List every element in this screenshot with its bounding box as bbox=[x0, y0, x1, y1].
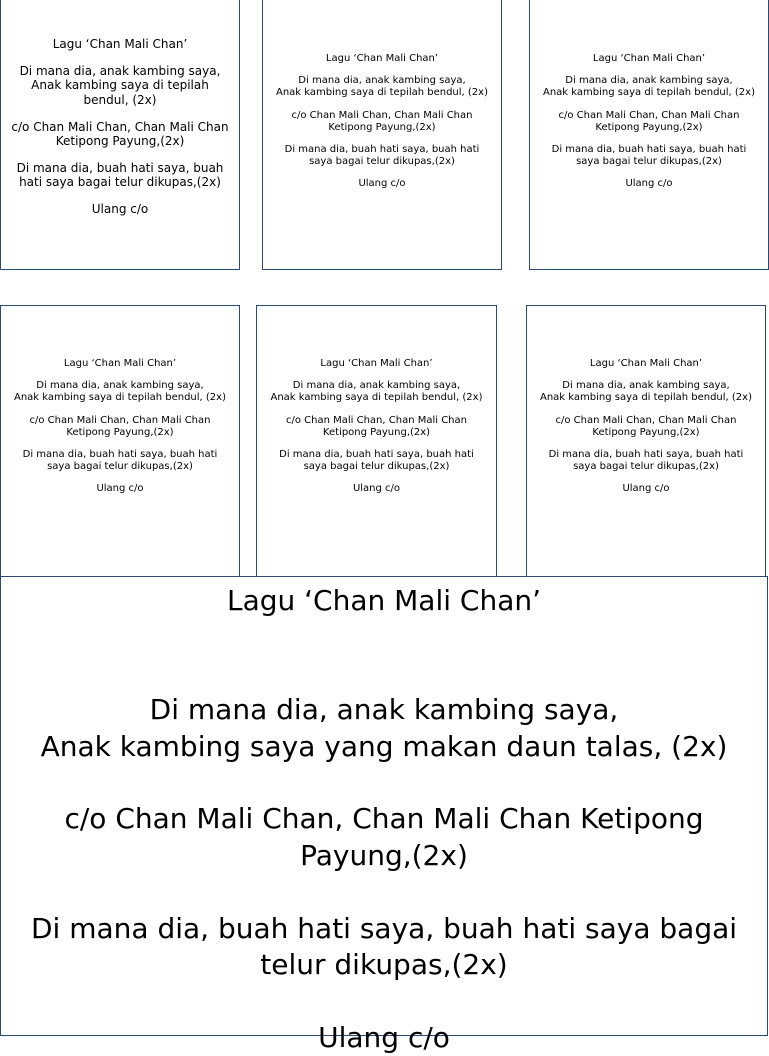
repeat-chorus: Ulang c/o bbox=[91, 202, 149, 216]
lyric-panel-large bbox=[0, 576, 768, 1054]
lyric-card-1 bbox=[0, 0, 240, 270]
chorus: c/o Chan Mali Chan, Chan Mali Chan Ketipong Payung,(2x) bbox=[555, 414, 737, 438]
verse1-line2: Anak kambing saya di tepilah bendul, (2x) bbox=[543, 87, 755, 99]
verse2: Di mana dia, buah hati saya, buah hati saya bagai telur dikupas,(2x) bbox=[548, 448, 744, 473]
chorus: c/o Chan Mali Chan, Chan Mali Chan Ketipong Payung,(2x) bbox=[558, 109, 740, 133]
verse1-line2: Anak kambing saya di tepilah bendul, (2x) bbox=[31, 78, 209, 107]
song-title: Lagu ‘Chan Mali Chan’ bbox=[320, 358, 433, 369]
verse1-line2: Anak kambing saya di tepilah bendul, (2x) bbox=[540, 392, 752, 404]
repeat-chorus: Ulang c/o bbox=[622, 483, 670, 495]
chorus: c/o Chan Mali Chan, Chan Mali Chan Ketipong Payung,(2x) bbox=[11, 119, 229, 149]
verse1-line2: Anak kambing saya yang makan daun talas, (2x) bbox=[40, 729, 728, 763]
verse2: Di mana dia, buah hati saya, buah hati saya bagai telur dikupas,(2x) bbox=[30, 911, 738, 981]
verse1-line1: Di mana dia, anak kambing saya, bbox=[298, 75, 466, 87]
song-title: Lagu ‘Chan Mali Chan’ bbox=[325, 53, 439, 64]
chorus: c/o Chan Mali Chan, Chan Mali Chan Ketipong Payung,(2x) bbox=[64, 802, 704, 872]
verse2: Di mana dia, buah hati saya, buah hati saya bagai telur dikupas,(2x) bbox=[16, 160, 224, 190]
chorus: c/o Chan Mali Chan, Chan Mali Chan Ketipong Payung,(2x) bbox=[285, 414, 467, 438]
song-title: Lagu ‘Chan Mali Chan’ bbox=[589, 358, 703, 369]
chorus: c/o Chan Mali Chan, Chan Mali Chan Ketipong Payung,(2x) bbox=[29, 414, 211, 438]
verse1-line1: Di mana dia, anak kambing saya, bbox=[565, 75, 733, 87]
lyric-card-4 bbox=[0, 305, 240, 577]
repeat-chorus: Ulang c/o bbox=[625, 178, 673, 190]
lyric-card-2 bbox=[262, 0, 502, 270]
verse2: Di mana dia, buah hati saya, buah hati saya bagai telur dikupas,(2x) bbox=[279, 448, 474, 473]
song-title: Lagu ‘Chan Mali Chan’ bbox=[52, 37, 188, 51]
verse1-line1: Di mana dia, anak kambing saya, bbox=[149, 693, 619, 727]
repeat-chorus: Ulang c/o bbox=[96, 483, 144, 495]
verse2: Di mana dia, buah hati saya, buah hati saya bagai telur dikupas,(2x) bbox=[551, 143, 747, 168]
verse2: Di mana dia, buah hati saya, buah hati saya bagai telur dikupas,(2x) bbox=[22, 448, 218, 473]
verse1-line1: Di mana dia, anak kambing saya, bbox=[562, 380, 730, 392]
verse1-line1: Di mana dia, anak kambing saya, bbox=[292, 380, 461, 392]
song-title: Lagu ‘Chan Mali Chan’ bbox=[592, 53, 706, 64]
verse1-line2: Anak kambing saya di tepilah bendul, (2x) bbox=[14, 392, 226, 404]
verse1-line1: Di mana dia, anak kambing saya, bbox=[19, 63, 221, 78]
repeat-chorus: Ulang c/o bbox=[318, 1020, 450, 1054]
lyric-card-5 bbox=[256, 305, 497, 577]
verse1-line1: Di mana dia, anak kambing saya, bbox=[36, 380, 204, 392]
repeat-chorus: Ulang c/o bbox=[352, 483, 401, 495]
chorus: c/o Chan Mali Chan, Chan Mali Chan Ketipong Payung,(2x) bbox=[291, 109, 473, 133]
song-title: Lagu ‘Chan Mali Chan’ bbox=[226, 584, 542, 617]
repeat-chorus: Ulang c/o bbox=[358, 178, 406, 190]
verse1-line2: Anak kambing saya di tepilah bendul, (2x) bbox=[276, 87, 488, 99]
song-title: Lagu ‘Chan Mali Chan’ bbox=[63, 358, 177, 369]
lyric-card-6 bbox=[526, 305, 766, 577]
lyric-card-3 bbox=[529, 0, 769, 270]
verse2: Di mana dia, buah hati saya, buah hati saya bagai telur dikupas,(2x) bbox=[284, 143, 480, 168]
verse1-line2: Anak kambing saya di tepilah bendul, (2x) bbox=[270, 392, 483, 404]
